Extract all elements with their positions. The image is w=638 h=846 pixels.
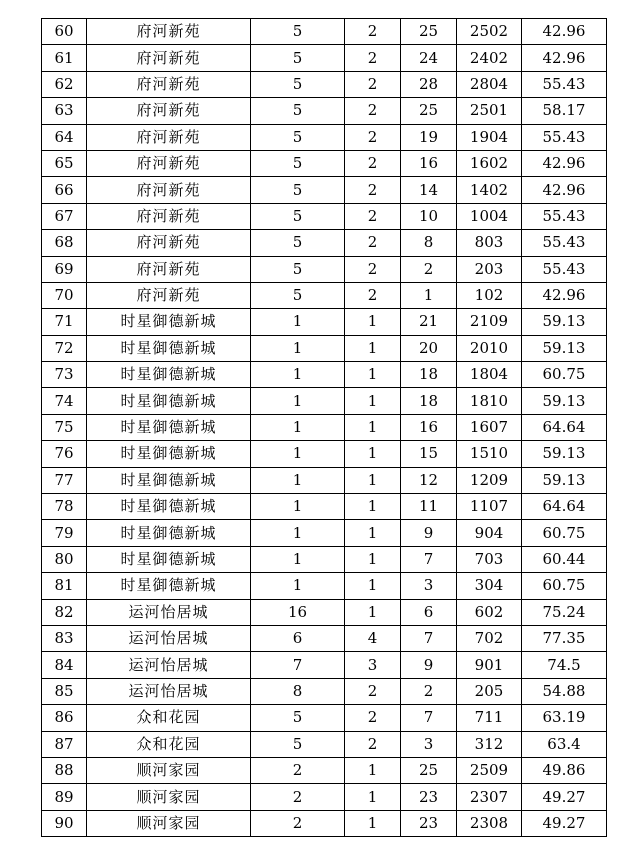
- table-row: [42, 678, 607, 704]
- building-cell: 1: [251, 309, 345, 335]
- row-number-cell: 82: [42, 599, 87, 625]
- unit-cell: 1: [345, 546, 401, 572]
- unit-cell: 1: [345, 757, 401, 783]
- floor-cell: 16: [401, 150, 457, 176]
- building-cell: 2: [251, 757, 345, 783]
- row-number-cell: 71: [42, 309, 87, 335]
- community-name-cell: 时星御德新城: [87, 546, 251, 572]
- unit-cell: 2: [345, 98, 401, 124]
- table-row: [42, 414, 607, 440]
- row-number-cell: 72: [42, 335, 87, 361]
- community-name-cell: 时星御德新城: [87, 414, 251, 440]
- row-number-cell: 83: [42, 625, 87, 651]
- table-row: [42, 625, 607, 651]
- area-cell: 55.43: [522, 256, 607, 282]
- row-number-cell: 70: [42, 282, 87, 308]
- floor-cell: 6: [401, 599, 457, 625]
- row-number-cell: 76: [42, 441, 87, 467]
- floor-cell: 11: [401, 494, 457, 520]
- building-cell: 5: [251, 230, 345, 256]
- row-number-cell: 85: [42, 678, 87, 704]
- unit-cell: 1: [345, 388, 401, 414]
- community-name-cell: 时星御德新城: [87, 362, 251, 388]
- community-name-cell: 运河怡居城: [87, 678, 251, 704]
- row-number-cell: 79: [42, 520, 87, 546]
- floor-cell: 19: [401, 124, 457, 150]
- unit-cell: 1: [345, 810, 401, 836]
- floor-cell: 25: [401, 757, 457, 783]
- community-name-cell: 府河新苑: [87, 19, 251, 45]
- floor-cell: 9: [401, 520, 457, 546]
- room-number-cell: 1804: [457, 362, 522, 388]
- table-row: [42, 757, 607, 783]
- community-name-cell: 府河新苑: [87, 282, 251, 308]
- room-number-cell: 711: [457, 705, 522, 731]
- room-number-cell: 904: [457, 520, 522, 546]
- room-number-cell: 1904: [457, 124, 522, 150]
- community-name-cell: 运河怡居城: [87, 652, 251, 678]
- row-number-cell: 62: [42, 71, 87, 97]
- floor-cell: 18: [401, 388, 457, 414]
- floor-cell: 18: [401, 362, 457, 388]
- housing-table-container: [41, 18, 607, 837]
- area-cell: 55.43: [522, 124, 607, 150]
- community-name-cell: 运河怡居城: [87, 599, 251, 625]
- unit-cell: 2: [345, 678, 401, 704]
- room-number-cell: 2502: [457, 19, 522, 45]
- area-cell: 59.13: [522, 335, 607, 361]
- building-cell: 5: [251, 45, 345, 71]
- unit-cell: 2: [345, 731, 401, 757]
- room-number-cell: 1607: [457, 414, 522, 440]
- building-cell: 1: [251, 414, 345, 440]
- table-row: [42, 810, 607, 836]
- community-name-cell: 府河新苑: [87, 230, 251, 256]
- unit-cell: 2: [345, 177, 401, 203]
- community-name-cell: 府河新苑: [87, 177, 251, 203]
- building-cell: 1: [251, 441, 345, 467]
- table-row: [42, 309, 607, 335]
- unit-cell: 2: [345, 150, 401, 176]
- row-number-cell: 77: [42, 467, 87, 493]
- unit-cell: 2: [345, 230, 401, 256]
- community-name-cell: 时星御德新城: [87, 520, 251, 546]
- building-cell: 5: [251, 731, 345, 757]
- building-cell: 5: [251, 177, 345, 203]
- building-cell: 1: [251, 388, 345, 414]
- community-name-cell: 府河新苑: [87, 256, 251, 282]
- community-name-cell: 顺河家园: [87, 810, 251, 836]
- building-cell: 1: [251, 520, 345, 546]
- community-name-cell: 时星御德新城: [87, 335, 251, 361]
- area-cell: 59.13: [522, 441, 607, 467]
- building-cell: 8: [251, 678, 345, 704]
- table-row: [42, 98, 607, 124]
- row-number-cell: 61: [42, 45, 87, 71]
- row-number-cell: 66: [42, 177, 87, 203]
- community-name-cell: 时星御德新城: [87, 494, 251, 520]
- building-cell: 5: [251, 203, 345, 229]
- room-number-cell: 102: [457, 282, 522, 308]
- unit-cell: 1: [345, 784, 401, 810]
- unit-cell: 3: [345, 652, 401, 678]
- room-number-cell: 2010: [457, 335, 522, 361]
- table-row: [42, 388, 607, 414]
- building-cell: 5: [251, 705, 345, 731]
- community-name-cell: 时星御德新城: [87, 467, 251, 493]
- area-cell: 42.96: [522, 45, 607, 71]
- table-row: [42, 520, 607, 546]
- unit-cell: 4: [345, 625, 401, 651]
- room-number-cell: 1402: [457, 177, 522, 203]
- building-cell: 16: [251, 599, 345, 625]
- row-number-cell: 65: [42, 150, 87, 176]
- floor-cell: 8: [401, 230, 457, 256]
- floor-cell: 9: [401, 652, 457, 678]
- room-number-cell: 2804: [457, 71, 522, 97]
- area-cell: 49.27: [522, 810, 607, 836]
- table-row: [42, 784, 607, 810]
- unit-cell: 1: [345, 467, 401, 493]
- housing-table-body: [42, 19, 607, 837]
- table-row: [42, 230, 607, 256]
- row-number-cell: 86: [42, 705, 87, 731]
- area-cell: 75.24: [522, 599, 607, 625]
- unit-cell: 1: [345, 441, 401, 467]
- room-number-cell: 803: [457, 230, 522, 256]
- room-number-cell: 1810: [457, 388, 522, 414]
- building-cell: 1: [251, 494, 345, 520]
- building-cell: 1: [251, 546, 345, 572]
- community-name-cell: 时星御德新城: [87, 309, 251, 335]
- row-number-cell: 88: [42, 757, 87, 783]
- row-number-cell: 89: [42, 784, 87, 810]
- row-number-cell: 64: [42, 124, 87, 150]
- row-number-cell: 80: [42, 546, 87, 572]
- area-cell: 63.19: [522, 705, 607, 731]
- room-number-cell: 2501: [457, 98, 522, 124]
- area-cell: 54.88: [522, 678, 607, 704]
- unit-cell: 2: [345, 71, 401, 97]
- table-row: [42, 441, 607, 467]
- building-cell: 6: [251, 625, 345, 651]
- building-cell: 5: [251, 256, 345, 282]
- area-cell: 60.75: [522, 520, 607, 546]
- floor-cell: 20: [401, 335, 457, 361]
- floor-cell: 23: [401, 810, 457, 836]
- room-number-cell: 1510: [457, 441, 522, 467]
- unit-cell: 1: [345, 414, 401, 440]
- area-cell: 63.4: [522, 731, 607, 757]
- room-number-cell: 901: [457, 652, 522, 678]
- floor-cell: 25: [401, 98, 457, 124]
- table-row: [42, 19, 607, 45]
- unit-cell: 1: [345, 520, 401, 546]
- unit-cell: 2: [345, 705, 401, 731]
- row-number-cell: 63: [42, 98, 87, 124]
- row-number-cell: 73: [42, 362, 87, 388]
- area-cell: 42.96: [522, 19, 607, 45]
- area-cell: 59.13: [522, 309, 607, 335]
- table-row: [42, 45, 607, 71]
- area-cell: 59.13: [522, 388, 607, 414]
- area-cell: 60.75: [522, 573, 607, 599]
- community-name-cell: 众和花园: [87, 731, 251, 757]
- floor-cell: 2: [401, 678, 457, 704]
- area-cell: 42.96: [522, 282, 607, 308]
- row-number-cell: 75: [42, 414, 87, 440]
- community-name-cell: 时星御德新城: [87, 573, 251, 599]
- area-cell: 55.43: [522, 230, 607, 256]
- community-name-cell: 时星御德新城: [87, 388, 251, 414]
- area-cell: 42.96: [522, 177, 607, 203]
- table-row: [42, 282, 607, 308]
- row-number-cell: 67: [42, 203, 87, 229]
- table-row: [42, 599, 607, 625]
- row-number-cell: 84: [42, 652, 87, 678]
- community-name-cell: 府河新苑: [87, 71, 251, 97]
- room-number-cell: 602: [457, 599, 522, 625]
- floor-cell: 25: [401, 19, 457, 45]
- table-row: [42, 362, 607, 388]
- area-cell: 42.96: [522, 150, 607, 176]
- room-number-cell: 1602: [457, 150, 522, 176]
- room-number-cell: 2509: [457, 757, 522, 783]
- floor-cell: 16: [401, 414, 457, 440]
- room-number-cell: 2109: [457, 309, 522, 335]
- table-row: [42, 177, 607, 203]
- building-cell: 5: [251, 124, 345, 150]
- row-number-cell: 69: [42, 256, 87, 282]
- community-name-cell: 运河怡居城: [87, 625, 251, 651]
- table-row: [42, 705, 607, 731]
- building-cell: 5: [251, 19, 345, 45]
- room-number-cell: 1004: [457, 203, 522, 229]
- unit-cell: 2: [345, 19, 401, 45]
- area-cell: 60.44: [522, 546, 607, 572]
- room-number-cell: 1209: [457, 467, 522, 493]
- floor-cell: 1: [401, 282, 457, 308]
- table-row: [42, 71, 607, 97]
- area-cell: 59.13: [522, 467, 607, 493]
- table-row: [42, 124, 607, 150]
- table-row: [42, 335, 607, 361]
- floor-cell: 21: [401, 309, 457, 335]
- unit-cell: 1: [345, 573, 401, 599]
- building-cell: 5: [251, 71, 345, 97]
- area-cell: 55.43: [522, 203, 607, 229]
- floor-cell: 7: [401, 546, 457, 572]
- room-number-cell: 2307: [457, 784, 522, 810]
- unit-cell: 1: [345, 335, 401, 361]
- community-name-cell: 府河新苑: [87, 98, 251, 124]
- unit-cell: 2: [345, 203, 401, 229]
- table-row: [42, 467, 607, 493]
- row-number-cell: 74: [42, 388, 87, 414]
- floor-cell: 10: [401, 203, 457, 229]
- floor-cell: 12: [401, 467, 457, 493]
- row-number-cell: 81: [42, 573, 87, 599]
- community-name-cell: 时星御德新城: [87, 441, 251, 467]
- unit-cell: 1: [345, 494, 401, 520]
- area-cell: 58.17: [522, 98, 607, 124]
- room-number-cell: 205: [457, 678, 522, 704]
- area-cell: 64.64: [522, 414, 607, 440]
- area-cell: 60.75: [522, 362, 607, 388]
- room-number-cell: 2402: [457, 45, 522, 71]
- building-cell: 2: [251, 784, 345, 810]
- floor-cell: 28: [401, 71, 457, 97]
- row-number-cell: 90: [42, 810, 87, 836]
- unit-cell: 2: [345, 124, 401, 150]
- unit-cell: 2: [345, 282, 401, 308]
- community-name-cell: 顺河家园: [87, 784, 251, 810]
- community-name-cell: 府河新苑: [87, 150, 251, 176]
- room-number-cell: 2308: [457, 810, 522, 836]
- room-number-cell: 312: [457, 731, 522, 757]
- unit-cell: 1: [345, 599, 401, 625]
- floor-cell: 7: [401, 625, 457, 651]
- table-row: [42, 494, 607, 520]
- building-cell: 2: [251, 810, 345, 836]
- community-name-cell: 顺河家园: [87, 757, 251, 783]
- unit-cell: 2: [345, 256, 401, 282]
- area-cell: 49.27: [522, 784, 607, 810]
- unit-cell: 1: [345, 309, 401, 335]
- table-row: [42, 652, 607, 678]
- building-cell: 7: [251, 652, 345, 678]
- building-cell: 5: [251, 282, 345, 308]
- community-name-cell: 府河新苑: [87, 45, 251, 71]
- unit-cell: 1: [345, 362, 401, 388]
- community-name-cell: 众和花园: [87, 705, 251, 731]
- building-cell: 1: [251, 573, 345, 599]
- community-name-cell: 府河新苑: [87, 203, 251, 229]
- floor-cell: 24: [401, 45, 457, 71]
- room-number-cell: 203: [457, 256, 522, 282]
- floor-cell: 2: [401, 256, 457, 282]
- room-number-cell: 703: [457, 546, 522, 572]
- building-cell: 1: [251, 467, 345, 493]
- room-number-cell: 1107: [457, 494, 522, 520]
- table-row: [42, 150, 607, 176]
- building-cell: 1: [251, 362, 345, 388]
- area-cell: 74.5: [522, 652, 607, 678]
- area-cell: 77.35: [522, 625, 607, 651]
- row-number-cell: 78: [42, 494, 87, 520]
- row-number-cell: 68: [42, 230, 87, 256]
- floor-cell: 7: [401, 705, 457, 731]
- room-number-cell: 702: [457, 625, 522, 651]
- table-row: [42, 203, 607, 229]
- row-number-cell: 60: [42, 19, 87, 45]
- table-row: [42, 731, 607, 757]
- floor-cell: 3: [401, 731, 457, 757]
- building-cell: 5: [251, 98, 345, 124]
- table-row: [42, 573, 607, 599]
- area-cell: 64.64: [522, 494, 607, 520]
- unit-cell: 2: [345, 45, 401, 71]
- building-cell: 1: [251, 335, 345, 361]
- area-cell: 55.43: [522, 71, 607, 97]
- building-cell: 5: [251, 150, 345, 176]
- floor-cell: 14: [401, 177, 457, 203]
- floor-cell: 15: [401, 441, 457, 467]
- table-row: [42, 256, 607, 282]
- table-row: [42, 546, 607, 572]
- room-number-cell: 304: [457, 573, 522, 599]
- floor-cell: 23: [401, 784, 457, 810]
- area-cell: 49.86: [522, 757, 607, 783]
- community-name-cell: 府河新苑: [87, 124, 251, 150]
- row-number-cell: 87: [42, 731, 87, 757]
- housing-table: [41, 18, 607, 837]
- floor-cell: 3: [401, 573, 457, 599]
